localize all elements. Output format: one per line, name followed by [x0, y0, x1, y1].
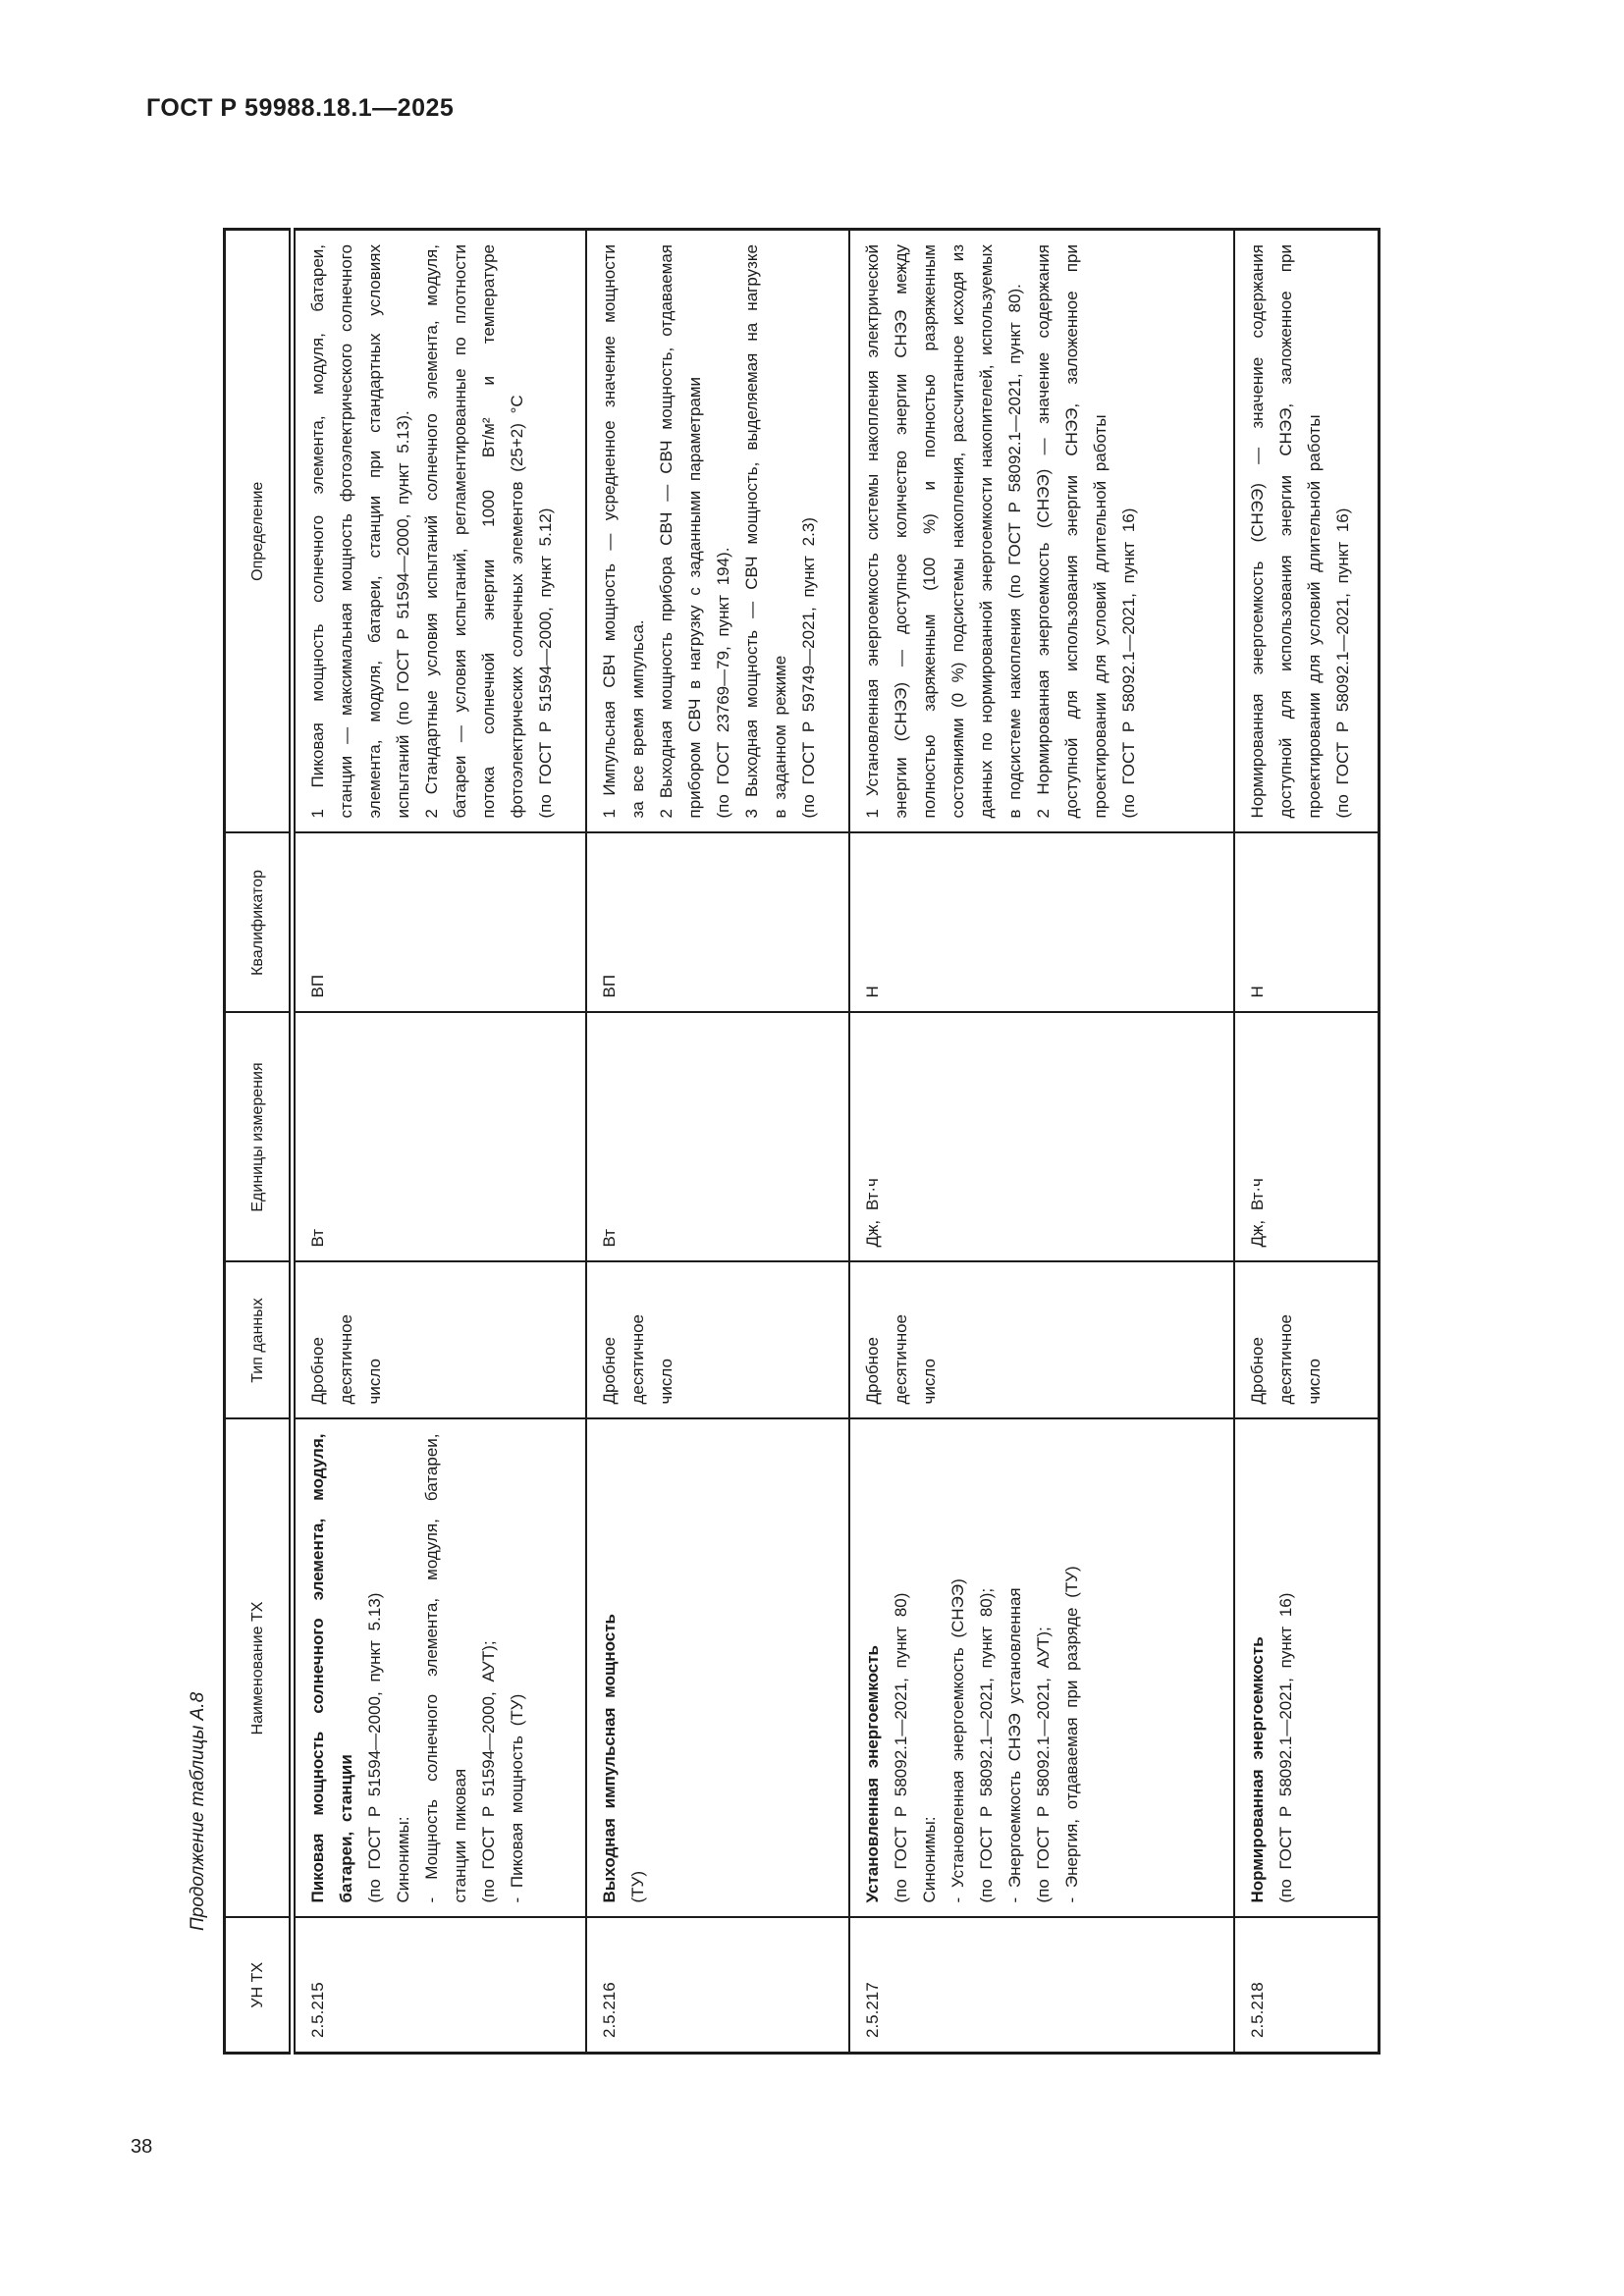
- cell-edinicy-izmereniya: [849, 1013, 1234, 1262]
- un-tx-value: 2.5.216: [599, 1982, 619, 2038]
- name-detail-line: (по ГОСТ Р 58092.1—2021, пункт 16): [1275, 1592, 1295, 1903]
- definition-paragraph: 3 Выходная мощность — СВЧ мощность, выделяемая на нагрузке в заданном режиме: [741, 244, 789, 819]
- cell-un-tx: [1234, 1918, 1380, 2054]
- table-row: [849, 230, 1234, 2054]
- definition-paragraph: (по ГОСТ Р 51594—2000, пункт 5.12): [536, 507, 555, 819]
- units-value: Дж, Вт·ч: [862, 1178, 882, 1248]
- units-value: Вт: [308, 1228, 327, 1248]
- name-main-term: Пиковая мощность солнечного элемента, модуля, батареи, станции: [308, 1433, 355, 1903]
- un-tx-value: 2.5.215: [308, 1982, 327, 2038]
- name-detail-line: (по ГОСТ Р 51594—2000, пункт 5.13): [365, 1592, 384, 1903]
- data-type-value: Дробное десятичное число: [1247, 1313, 1324, 1405]
- table-caption: Продолжение таблицы А.8: [188, 1691, 208, 1931]
- name-detail-line: Синонимы:: [394, 1816, 412, 1903]
- name-detail-line: - Установленная энергоемкость (СНЭЭ): [947, 1578, 967, 1903]
- col-header-edinicy: Единицы измерения: [225, 1013, 293, 1262]
- definition-paragraph: Нормированная энергоемкость (СНЭЭ) — значение содержания доступной для использования энергии СНЭЭ, заложенное при проектировании для условий длительной работы: [1247, 244, 1324, 819]
- cell-kvalifikator: [586, 833, 849, 1013]
- qualifier-value: Н: [1247, 986, 1267, 998]
- cell-naimenovanie: [1234, 1419, 1380, 1918]
- table-row: [586, 230, 849, 2054]
- col-header-un-tx: УН ТХ: [225, 1918, 293, 2054]
- data-type-value: Дробное десятичное число: [308, 1313, 384, 1405]
- cell-opredelenie: [1234, 230, 1380, 833]
- cell-un-tx: [586, 1918, 849, 2054]
- data-type-value: Дробное десятичное число: [599, 1313, 676, 1405]
- name-main-term: Установленная энергоемкость: [862, 1645, 882, 1903]
- name-detail-line: Синонимы:: [919, 1816, 939, 1903]
- qualifier-value: ВП: [308, 974, 327, 998]
- cell-tip-dannyh: [293, 1262, 586, 1419]
- cell-kvalifikator: [849, 833, 1234, 1013]
- name-detail-line: (ТУ): [627, 1870, 647, 1903]
- cell-kvalifikator: [293, 833, 586, 1013]
- cell-kvalifikator: [1234, 833, 1380, 1013]
- col-header-naimenovanie: Наименование ТХ: [225, 1419, 293, 1918]
- name-detail-line: - Мощность солнечного элемента, модуля, батареи, станции пиковая: [422, 1433, 469, 1903]
- cell-naimenovanie: [293, 1419, 586, 1918]
- cell-tip-dannyh: [586, 1262, 849, 1419]
- definition-paragraph: (по ГОСТ Р 58092.1—2021, пункт 16): [1332, 507, 1352, 819]
- name-detail-line: - Энергоемкость СНЭЭ установленная: [1004, 1587, 1024, 1903]
- rotated-landscape-block: [187, 231, 1380, 2055]
- data-type-value: Дробное десятичное число: [862, 1313, 939, 1405]
- cell-edinicy-izmereniya: [586, 1013, 849, 1262]
- definition-paragraph: 1 Пиковая мощность солнечного элемента, модуля, батареи, станции — максимальная мощность фотоэлектрического солнечного элемента, модуля, батареи, станции при стандартных условиях испытаний (по ГОСТ Р 51594—2000, пункт 5.13).: [308, 244, 412, 819]
- cell-edinicy-izmereniya: [293, 1013, 586, 1262]
- cell-un-tx: [849, 1918, 1234, 2054]
- cell-naimenovanie: [586, 1419, 849, 1918]
- name-detail-line: (по ГОСТ Р 51594—2000, АУТ);: [479, 1640, 498, 1903]
- units-value: Вт: [599, 1228, 619, 1248]
- units-value: Дж, Вт·ч: [1247, 1178, 1267, 1248]
- definition-paragraph: 2 Стандартные условия испытаний солнечного элемента, модуля, батареи — условия испытаний, регламентированные по плотности потока солнечной энергии 1000 Вт/м² и температуре фотоэлектрических солнечных элементов (25+2) °С: [422, 244, 526, 819]
- name-main-term: Выходная импульсная мощность: [599, 1614, 619, 1903]
- page-number: 38: [131, 2136, 153, 2158]
- cell-naimenovanie: [849, 1419, 1234, 1918]
- document-code: ГОСТ Р 59988.18.1—2025: [146, 94, 455, 122]
- cell-edinicy-izmereniya: [1234, 1013, 1380, 1262]
- qualifier-value: Н: [862, 986, 882, 998]
- table-row: [293, 230, 586, 2054]
- col-header-opredelenie: Определение: [225, 230, 293, 833]
- name-detail-line: (по ГОСТ Р 58092.1—2021, пункт 80): [891, 1592, 910, 1903]
- name-main-term: Нормированная энергоемкость: [1247, 1636, 1267, 1903]
- col-header-kvalifikator: Квалификатор: [225, 833, 293, 1013]
- table-header-row: [225, 230, 293, 2054]
- name-detail-line: (по ГОСТ Р 58092.1—2021, АУТ);: [1033, 1627, 1053, 1903]
- name-detail-line: (по ГОСТ Р 58092.1—2021, пункт 80);: [976, 1587, 996, 1903]
- definition-paragraph: 2 Выходная мощность прибора СВЧ — СВЧ мощность, отдаваемая прибором СВЧ в нагрузку с заданными параметрами: [656, 244, 704, 819]
- definition-paragraph: 1 Импульсная СВЧ мощность — усредненное значение мощности за все время импульса.: [599, 244, 647, 819]
- cell-tip-dannyh: [849, 1262, 1234, 1419]
- qualifier-value: ВП: [599, 974, 619, 998]
- table-row: [1234, 230, 1380, 2054]
- col-header-tip-dannyh: Тип данных: [225, 1262, 293, 1419]
- definition-paragraph: (по ГОСТ 23769—79, пункт 194).: [713, 547, 732, 819]
- rotated-table-area: [187, 231, 1624, 2038]
- cell-tip-dannyh: [1234, 1262, 1380, 1419]
- definition-paragraph: (по ГОСТ Р 58092.1—2021, пункт 16): [1118, 507, 1138, 819]
- un-tx-value: 2.5.217: [862, 1982, 882, 2038]
- name-detail-line: - Энергия, отдаваемая при разряде (ТУ): [1061, 1566, 1081, 1903]
- cell-opredelenie: [586, 230, 849, 833]
- name-detail-line: - Пиковая мощность (ТУ): [508, 1693, 526, 1903]
- definition-paragraph: 1 Установленная энергоемкость системы накопления электрической энергии (СНЭЭ) — доступное количество энергии СНЭЭ между полностью заряженным (100 %) и полностью разряженным состояниями (0 %) подсистемы накопления, рассчитанное исходя из данных по нормированной энергоемкости накопителей, используемых в подсистеме накопления (по ГОСТ Р 58092.1—2021, пункт 80).: [862, 244, 1024, 819]
- definition-paragraph: 2 Нормированная энергоемкость (СНЭЭ) — значение содержания доступной для использования энергии СНЭЭ, заложенное при проектировании для условий длительной работы: [1033, 244, 1110, 819]
- un-tx-value: 2.5.218: [1247, 1982, 1267, 2038]
- cell-opredelenie: [849, 230, 1234, 833]
- cell-opredelenie: [293, 230, 586, 833]
- characteristics-table: [223, 228, 1380, 2055]
- definition-paragraph: (по ГОСТ Р 59749—2021, пункт 2.3): [798, 517, 818, 819]
- cell-un-tx: [293, 1918, 586, 2054]
